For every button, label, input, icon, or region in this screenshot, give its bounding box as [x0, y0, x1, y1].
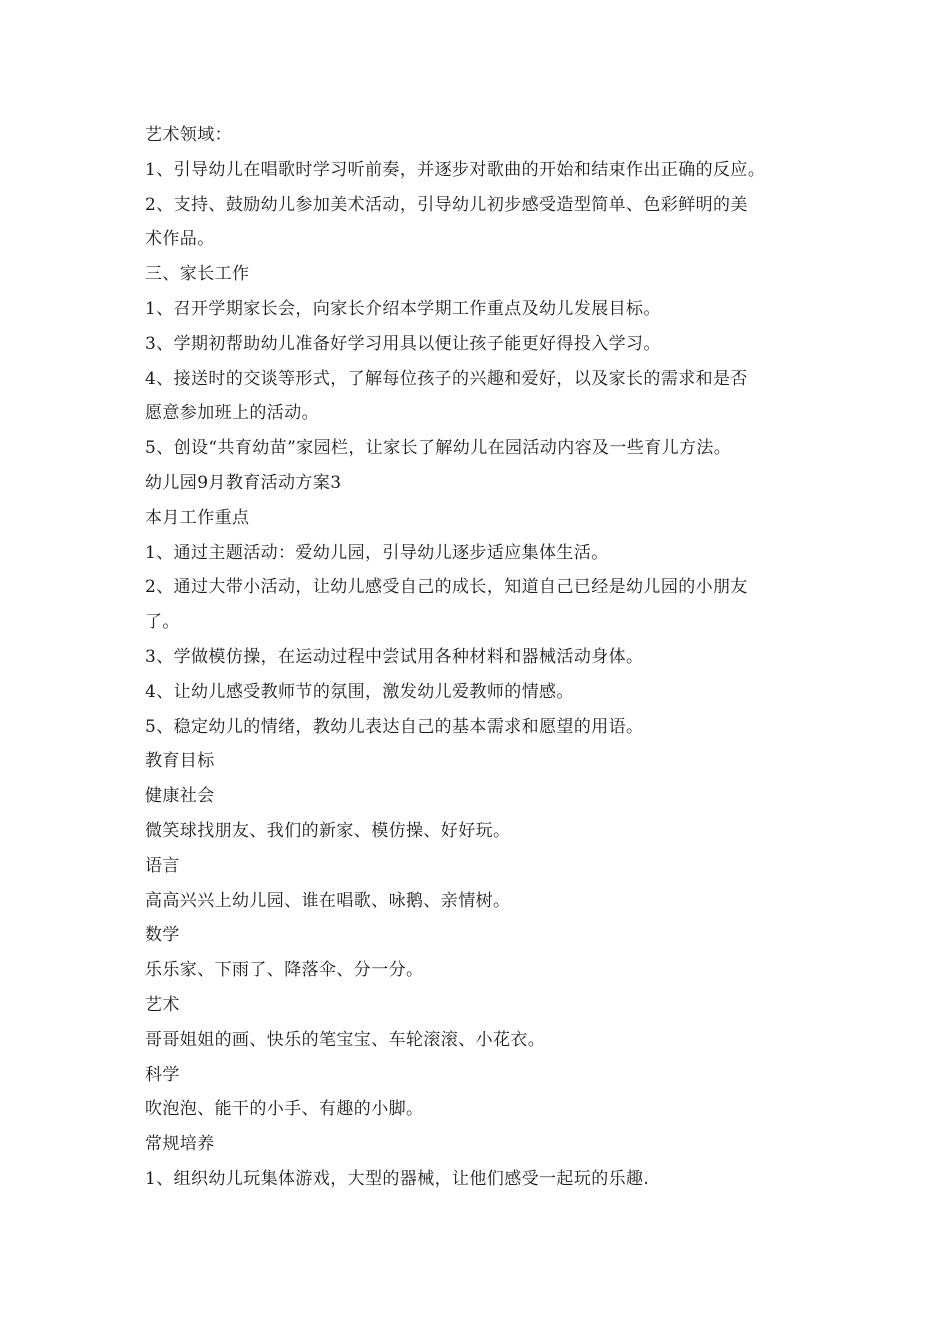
paragraph-line: 微笑球找朋友、我们的新家、模仿操、好好玩。	[145, 820, 511, 841]
document-body	[145, 118, 825, 1197]
paragraph-line: 1、通过主题活动：爱幼儿园，引导幼儿逐步适应集体生活。	[145, 542, 609, 563]
section-heading-art: 艺术领域：	[145, 125, 232, 145]
subheading-science: 科学	[145, 1064, 180, 1085]
paragraph-line: 愿意参加班上的活动。	[145, 403, 319, 424]
paragraph-line: 了。	[145, 612, 180, 633]
subheading-math: 数学	[145, 925, 180, 946]
paragraph-line: 3、学做模仿操，在运动过程中尝试用各种材料和器械活动身体。	[145, 646, 644, 667]
paragraph-line: 1、引导幼儿在唱歌时学习听前奏，并逐步对歌曲的开始和结束作出正确的反应。	[145, 159, 766, 180]
paragraph-line: 1、召开学期家长会，向家长介绍本学期工作重点及幼儿发展目标。	[145, 298, 661, 319]
paragraph-line: 吹泡泡、能干的小手、有趣的小脚。	[145, 1099, 424, 1120]
paragraph-line: 4、接送时的交谈等形式，了解每位孩子的兴趣和爱好，以及家长的需求和是否	[145, 368, 748, 389]
paragraph-line: 乐乐家、下雨了、降落伞、分一分。	[145, 960, 424, 981]
paragraph-line: 4、让幼儿感受教师节的氛围，激发幼儿爱教师的情感。	[145, 681, 574, 702]
subheading-health-social: 健康社会	[145, 786, 215, 807]
paragraph-line: 1、组织幼儿玩集体游戏，大型的器械，让他们感受一起玩的乐趣.	[145, 1168, 650, 1189]
paragraph-line: 5、创设“共育幼苗”家园栏，让家长了解幼儿在园活动内容及一些育儿方法。	[145, 438, 732, 459]
subheading-art: 艺术	[145, 994, 180, 1015]
subheading-language: 语言	[145, 855, 180, 876]
paragraph-line: 高高兴兴上幼儿园、谁在唱歌、咏鹅、亲情树。	[145, 890, 511, 911]
section-heading-goals: 教育目标	[145, 751, 215, 772]
section-heading-monthly-focus: 本月工作重点	[145, 507, 250, 528]
subheading-routine: 常规培养	[145, 1134, 215, 1155]
paragraph-line: 哥哥姐姐的画、快乐的笔宝宝、车轮滚滚、小花衣。	[145, 1029, 546, 1050]
paragraph-line: 5、稳定幼儿的情绪，教幼儿表达自己的基本需求和愿望的用语。	[145, 716, 644, 737]
paragraph-line: 2、支持、鼓励幼儿参加美术活动，引导幼儿初步感受造型简单、色彩鲜明的美	[145, 194, 748, 215]
paragraph-line: 3、学期初帮助幼儿准备好学习用具以便让孩子能更好得投入学习。	[145, 333, 661, 354]
paragraph-line: 术作品。	[145, 229, 215, 250]
section-heading-parents: 三、家长工作	[145, 264, 250, 285]
plan-title: 幼儿园9月教育活动方案3	[145, 472, 342, 493]
paragraph-line: 2、通过大带小活动，让幼儿感受自己的成长，知道自己已经是幼儿园的小朋友	[145, 577, 748, 598]
